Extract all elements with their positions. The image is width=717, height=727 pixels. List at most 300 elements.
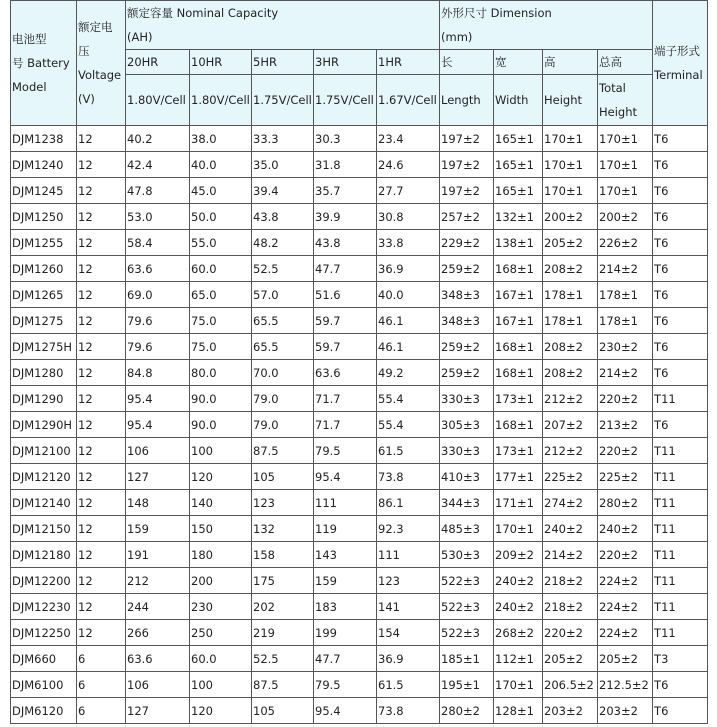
- cell-height: 200±2: [543, 204, 598, 230]
- cell-cap-1hr: 73.8: [377, 464, 440, 490]
- cell-cap-5hr: 105: [252, 698, 314, 724]
- cell-cap-1hr: 141: [377, 594, 440, 620]
- cell-total-height: 170±1: [598, 126, 653, 152]
- cell-length: 197±2: [440, 178, 494, 204]
- cell-cap-10hr: 75.0: [190, 334, 252, 360]
- cell-terminal: T6: [653, 152, 708, 178]
- cell-width: 170±1: [494, 672, 543, 698]
- cell-model: DJM6120: [11, 698, 77, 724]
- cell-cap-1hr: 36.9: [377, 256, 440, 282]
- table-row: [11, 490, 708, 516]
- cell-cap-20hr: 127: [126, 698, 190, 724]
- cell-length: 522±3: [440, 594, 494, 620]
- cell-total-height: 226±2: [598, 230, 653, 256]
- cell-voltage: 12: [77, 360, 126, 386]
- header-line: Width: [495, 93, 529, 107]
- table-row: [11, 386, 708, 412]
- cell-width: 168±1: [494, 334, 543, 360]
- cell-cap-10hr: 65.0: [190, 282, 252, 308]
- cell-cap-20hr: 127: [126, 464, 190, 490]
- header-line: 电池型: [12, 32, 47, 46]
- cell-cap-3hr: 183: [314, 594, 377, 620]
- cell-cap-1hr: 33.8: [377, 230, 440, 256]
- cell-cap-20hr: 40.2: [126, 126, 190, 152]
- cell-length: 259±2: [440, 334, 494, 360]
- cell-terminal: T11: [653, 542, 708, 568]
- cell-voltage: 12: [77, 152, 126, 178]
- header-line: 压: [78, 44, 90, 58]
- cell-length: 330±3: [440, 438, 494, 464]
- cell-width: 112±1: [494, 646, 543, 672]
- cell-terminal: T11: [653, 386, 708, 412]
- cell-cap-10hr: 45.0: [190, 178, 252, 204]
- cell-length: 185±1: [440, 646, 494, 672]
- cell-voltage: 12: [77, 308, 126, 334]
- table-row: [11, 438, 708, 464]
- cell-total-height: 224±2: [598, 594, 653, 620]
- cell-width: 168±1: [494, 256, 543, 282]
- cell-length: 344±3: [440, 490, 494, 516]
- header-line: Height: [544, 93, 583, 107]
- cell-voltage: 12: [77, 464, 126, 490]
- cell-cap-20hr: 95.4: [126, 386, 190, 412]
- header-line: (AH): [127, 30, 153, 44]
- cell-cap-20hr: 79.6: [126, 308, 190, 334]
- cell-cap-20hr: 69.0: [126, 282, 190, 308]
- cell-cap-5hr: 219: [252, 620, 314, 646]
- cell-total-height: 224±2: [598, 568, 653, 594]
- cell-cap-3hr: 71.7: [314, 412, 377, 438]
- table-body: [11, 126, 708, 724]
- cell-model: DJM1240: [11, 152, 77, 178]
- cell-voltage: 12: [77, 126, 126, 152]
- cell-cap-3hr: 95.4: [314, 464, 377, 490]
- cell-width: 177±1: [494, 464, 543, 490]
- cell-cap-3hr: 159: [314, 568, 377, 594]
- header-line: Total: [599, 81, 626, 95]
- cell-width: 165±1: [494, 152, 543, 178]
- cell-cap-1hr: 73.8: [377, 698, 440, 724]
- cell-cap-20hr: 63.6: [126, 646, 190, 672]
- table-row: [11, 360, 708, 386]
- cell-terminal: T6: [653, 308, 708, 334]
- cell-width: 138±1: [494, 230, 543, 256]
- cell-terminal: T11: [653, 438, 708, 464]
- cell-voltage: 12: [77, 386, 126, 412]
- cell-terminal: T6: [653, 256, 708, 282]
- cell-width: 168±1: [494, 412, 543, 438]
- dimension-en-header: [598, 75, 653, 126]
- cell-terminal: T11: [653, 516, 708, 542]
- cell-voltage: 12: [77, 490, 126, 516]
- cell-cap-1hr: 92.3: [377, 516, 440, 542]
- cell-length: 197±2: [440, 152, 494, 178]
- cell-length: 485±3: [440, 516, 494, 542]
- cell-cap-1hr: 46.1: [377, 308, 440, 334]
- cell-cap-3hr: 59.7: [314, 334, 377, 360]
- cell-cap-3hr: 79.5: [314, 672, 377, 698]
- cell-height: 178±1: [543, 308, 598, 334]
- cell-length: 348±3: [440, 282, 494, 308]
- table-row: [11, 594, 708, 620]
- cell-cap-10hr: 180: [190, 542, 252, 568]
- header-line: 端子形式: [654, 44, 701, 58]
- header-line: 外形尺寸 Dimension: [441, 6, 552, 20]
- table-row: [11, 282, 708, 308]
- voltage-header: [77, 1, 126, 126]
- header-line: 号 Battery: [12, 56, 70, 70]
- header-line: 额定电: [78, 20, 113, 34]
- cell-model: DJM1255: [11, 230, 77, 256]
- cell-model: DJM12150: [11, 516, 77, 542]
- cell-cap-10hr: 90.0: [190, 412, 252, 438]
- table-row: [11, 568, 708, 594]
- dimension-group-header: [440, 1, 653, 50]
- cell-width: 170±1: [494, 516, 543, 542]
- cell-height: 170±1: [543, 152, 598, 178]
- cell-cap-10hr: 50.0: [190, 204, 252, 230]
- cell-cap-5hr: 39.4: [252, 178, 314, 204]
- cell-cap-5hr: 52.5: [252, 256, 314, 282]
- cell-cap-3hr: 199: [314, 620, 377, 646]
- cell-cap-1hr: 27.7: [377, 178, 440, 204]
- cell-terminal: T6: [653, 204, 708, 230]
- cell-total-height: 280±2: [598, 490, 653, 516]
- cell-cap-10hr: 40.0: [190, 152, 252, 178]
- cell-width: 240±2: [494, 568, 543, 594]
- cell-cap-1hr: 154: [377, 620, 440, 646]
- cell-voltage: 12: [77, 568, 126, 594]
- cell-voltage: 6: [77, 646, 126, 672]
- header-line: (V): [78, 92, 95, 106]
- cell-model: DJM1290: [11, 386, 77, 412]
- cell-height: 212±2: [543, 386, 598, 412]
- cell-total-height: 224±2: [598, 620, 653, 646]
- cell-cap-1hr: 36.9: [377, 646, 440, 672]
- cell-cap-5hr: 123: [252, 490, 314, 516]
- cell-cap-5hr: 132: [252, 516, 314, 542]
- cell-cap-5hr: 158: [252, 542, 314, 568]
- cell-height: 225±2: [543, 464, 598, 490]
- cell-cap-3hr: 71.7: [314, 386, 377, 412]
- cell-width: 167±1: [494, 308, 543, 334]
- cell-voltage: 12: [77, 542, 126, 568]
- cell-cap-10hr: 250: [190, 620, 252, 646]
- cell-model: DJM12230: [11, 594, 77, 620]
- cell-width: 165±1: [494, 178, 543, 204]
- table-row: [11, 126, 708, 152]
- cell-terminal: T11: [653, 620, 708, 646]
- cell-model: DJM12200: [11, 568, 77, 594]
- cell-cap-5hr: 43.8: [252, 204, 314, 230]
- cell-height: 206.5±2: [543, 672, 598, 698]
- cell-voltage: 12: [77, 204, 126, 230]
- cell-terminal: T6: [653, 698, 708, 724]
- cell-cap-3hr: 43.8: [314, 230, 377, 256]
- cell-cap-20hr: 266: [126, 620, 190, 646]
- cell-cap-5hr: 175: [252, 568, 314, 594]
- cell-terminal: T11: [653, 490, 708, 516]
- cell-terminal: T6: [653, 412, 708, 438]
- cell-cap-1hr: 46.1: [377, 334, 440, 360]
- cell-voltage: 6: [77, 672, 126, 698]
- header-line: Height: [599, 105, 638, 119]
- dimension-cn-header: 长: [440, 50, 494, 75]
- cell-cap-5hr: 202: [252, 594, 314, 620]
- cell-length: 522±3: [440, 568, 494, 594]
- cell-cap-1hr: 55.4: [377, 412, 440, 438]
- table-row: [11, 516, 708, 542]
- cell-cap-10hr: 38.0: [190, 126, 252, 152]
- rate-header: 20HR: [126, 50, 190, 75]
- header-line: Length: [441, 93, 481, 107]
- cell-voltage: 12: [77, 620, 126, 646]
- cell-total-height: 203±2: [598, 698, 653, 724]
- cutoff-voltage-header: 1.80V/Cell: [190, 75, 252, 126]
- cell-cap-3hr: 47.7: [314, 256, 377, 282]
- cell-cap-10hr: 150: [190, 516, 252, 542]
- cell-width: 268±2: [494, 620, 543, 646]
- cell-voltage: 6: [77, 698, 126, 724]
- cell-total-height: 214±2: [598, 360, 653, 386]
- cell-model: DJM12250: [11, 620, 77, 646]
- table-row: [11, 698, 708, 724]
- cell-cap-20hr: 95.4: [126, 412, 190, 438]
- cell-cap-3hr: 47.7: [314, 646, 377, 672]
- cell-cap-3hr: 111: [314, 490, 377, 516]
- cell-terminal: T6: [653, 672, 708, 698]
- table-row: [11, 178, 708, 204]
- cell-cap-1hr: 61.5: [377, 438, 440, 464]
- cell-cap-3hr: 51.6: [314, 282, 377, 308]
- dimension-cn-header: 高: [543, 50, 598, 75]
- cell-cap-1hr: 23.4: [377, 126, 440, 152]
- cell-total-height: 220±2: [598, 542, 653, 568]
- cell-terminal: T6: [653, 178, 708, 204]
- cell-height: 274±2: [543, 490, 598, 516]
- cell-cap-5hr: 52.5: [252, 646, 314, 672]
- cell-cap-1hr: 86.1: [377, 490, 440, 516]
- cutoff-voltage-header: 1.80V/Cell: [126, 75, 190, 126]
- cell-total-height: 225±2: [598, 464, 653, 490]
- cell-cap-3hr: 143: [314, 542, 377, 568]
- cell-cap-10hr: 100: [190, 438, 252, 464]
- cell-terminal: T6: [653, 282, 708, 308]
- cell-cap-20hr: 58.4: [126, 230, 190, 256]
- header-line: Voltage: [78, 68, 122, 82]
- cell-cap-1hr: 55.4: [377, 386, 440, 412]
- cell-height: 178±1: [543, 282, 598, 308]
- cell-height: 203±2: [543, 698, 598, 724]
- cell-cap-10hr: 60.0: [190, 646, 252, 672]
- cell-length: 259±2: [440, 256, 494, 282]
- cell-cap-10hr: 60.0: [190, 256, 252, 282]
- cell-length: 229±2: [440, 230, 494, 256]
- cell-voltage: 12: [77, 334, 126, 360]
- cell-total-height: 170±1: [598, 178, 653, 204]
- cell-cap-10hr: 200: [190, 568, 252, 594]
- cell-cap-5hr: 79.0: [252, 386, 314, 412]
- cell-cap-3hr: 35.7: [314, 178, 377, 204]
- capacity-group-header: [126, 1, 440, 50]
- cell-terminal: T6: [653, 230, 708, 256]
- cell-width: 209±2: [494, 542, 543, 568]
- cell-terminal: T6: [653, 360, 708, 386]
- table-row: [11, 672, 708, 698]
- cell-cap-1hr: 40.0: [377, 282, 440, 308]
- header-line: 额定容量 Nominal Capacity: [127, 6, 279, 20]
- cell-length: 280±2: [440, 698, 494, 724]
- cell-voltage: 12: [77, 594, 126, 620]
- cell-total-height: 240±2: [598, 516, 653, 542]
- cell-cap-20hr: 212: [126, 568, 190, 594]
- cell-cap-3hr: 30.3: [314, 126, 377, 152]
- cell-height: 170±1: [543, 126, 598, 152]
- cell-model: DJM1280: [11, 360, 77, 386]
- cell-cap-5hr: 105: [252, 464, 314, 490]
- cell-length: 195±1: [440, 672, 494, 698]
- cell-height: 214±2: [543, 542, 598, 568]
- cell-total-height: 214±2: [598, 256, 653, 282]
- cell-voltage: 12: [77, 412, 126, 438]
- cell-cap-10hr: 55.0: [190, 230, 252, 256]
- cell-height: 208±2: [543, 334, 598, 360]
- cell-voltage: 12: [77, 256, 126, 282]
- cell-length: 259±2: [440, 360, 494, 386]
- cell-height: 240±2: [543, 516, 598, 542]
- cell-total-height: 200±2: [598, 204, 653, 230]
- cell-cap-20hr: 148: [126, 490, 190, 516]
- model-header: [11, 1, 77, 126]
- cell-model: DJM1275H: [11, 334, 77, 360]
- cell-height: 212±2: [543, 438, 598, 464]
- cell-cap-10hr: 100: [190, 672, 252, 698]
- header-line: Terminal: [654, 68, 703, 82]
- table-row: [11, 256, 708, 282]
- cell-cap-3hr: 119: [314, 516, 377, 542]
- cutoff-voltage-header: 1.75V/Cell: [314, 75, 377, 126]
- cell-terminal: T6: [653, 334, 708, 360]
- cell-model: DJM1275: [11, 308, 77, 334]
- table-row: [11, 542, 708, 568]
- cell-length: 197±2: [440, 126, 494, 152]
- cell-height: 208±2: [543, 256, 598, 282]
- rate-header: 3HR: [314, 50, 377, 75]
- cell-terminal: T11: [653, 568, 708, 594]
- cell-length: 530±3: [440, 542, 494, 568]
- cell-model: DJM12100: [11, 438, 77, 464]
- cell-cap-10hr: 90.0: [190, 386, 252, 412]
- cell-cap-1hr: 111: [377, 542, 440, 568]
- cell-width: 240±2: [494, 594, 543, 620]
- cell-total-height: 178±1: [598, 282, 653, 308]
- cell-total-height: 170±1: [598, 152, 653, 178]
- cell-cap-10hr: 75.0: [190, 308, 252, 334]
- cell-length: 410±3: [440, 464, 494, 490]
- cell-cap-20hr: 191: [126, 542, 190, 568]
- terminal-header: [653, 1, 708, 126]
- cell-width: 128±1: [494, 698, 543, 724]
- cell-width: 167±1: [494, 282, 543, 308]
- cell-width: 132±1: [494, 204, 543, 230]
- cell-cap-5hr: 79.0: [252, 412, 314, 438]
- cell-length: 330±3: [440, 386, 494, 412]
- rate-header: 10HR: [190, 50, 252, 75]
- cell-total-height: 212.5±2: [598, 672, 653, 698]
- cell-cap-5hr: 87.5: [252, 672, 314, 698]
- cell-model: DJM1260: [11, 256, 77, 282]
- cell-cap-5hr: 65.5: [252, 334, 314, 360]
- cell-cap-1hr: 30.8: [377, 204, 440, 230]
- cell-voltage: 12: [77, 282, 126, 308]
- header-line: Model: [12, 80, 47, 94]
- cell-cap-3hr: 39.9: [314, 204, 377, 230]
- cell-cap-1hr: 123: [377, 568, 440, 594]
- cell-voltage: 12: [77, 516, 126, 542]
- cell-cap-20hr: 53.0: [126, 204, 190, 230]
- cell-cap-5hr: 48.2: [252, 230, 314, 256]
- cell-height: 218±2: [543, 568, 598, 594]
- cell-cap-3hr: 95.4: [314, 698, 377, 724]
- cell-cap-3hr: 59.7: [314, 308, 377, 334]
- cell-length: 348±3: [440, 308, 494, 334]
- cell-cap-3hr: 63.6: [314, 360, 377, 386]
- dimension-en-header: [440, 75, 494, 126]
- cell-model: DJM660: [11, 646, 77, 672]
- cell-height: 218±2: [543, 594, 598, 620]
- cell-model: DJM12140: [11, 490, 77, 516]
- cell-model: DJM1265: [11, 282, 77, 308]
- cell-voltage: 12: [77, 230, 126, 256]
- cell-cap-10hr: 140: [190, 490, 252, 516]
- table-row: [11, 204, 708, 230]
- cell-cap-1hr: 61.5: [377, 672, 440, 698]
- table-row: [11, 620, 708, 646]
- cell-width: 173±1: [494, 438, 543, 464]
- cell-model: DJM1238: [11, 126, 77, 152]
- cell-cap-20hr: 106: [126, 672, 190, 698]
- cell-width: 168±1: [494, 360, 543, 386]
- table-row: [11, 230, 708, 256]
- dimension-cn-header: 宽: [494, 50, 543, 75]
- table-header: [11, 1, 708, 126]
- cell-cap-10hr: 120: [190, 464, 252, 490]
- cell-height: 205±2: [543, 646, 598, 672]
- table-row: [11, 334, 708, 360]
- cell-terminal: T11: [653, 464, 708, 490]
- cell-voltage: 12: [77, 178, 126, 204]
- cutoff-voltage-header: 1.67V/Cell: [377, 75, 440, 126]
- dimension-en-header: [494, 75, 543, 126]
- cell-terminal: T6: [653, 126, 708, 152]
- dimension-cn-header: 总高: [598, 50, 653, 75]
- cell-cap-1hr: 49.2: [377, 360, 440, 386]
- cell-width: 171±1: [494, 490, 543, 516]
- cell-cap-20hr: 106: [126, 438, 190, 464]
- cell-cap-5hr: 35.0: [252, 152, 314, 178]
- cell-model: DJM1250: [11, 204, 77, 230]
- battery-spec-table: [10, 0, 708, 724]
- cell-cap-3hr: 31.8: [314, 152, 377, 178]
- cell-cap-3hr: 79.5: [314, 438, 377, 464]
- cell-model: DJM1290H: [11, 412, 77, 438]
- cell-cap-20hr: 79.6: [126, 334, 190, 360]
- cell-cap-5hr: 57.0: [252, 282, 314, 308]
- cell-cap-10hr: 80.0: [190, 360, 252, 386]
- cell-total-height: 213±2: [598, 412, 653, 438]
- header-row-groups: [11, 1, 708, 50]
- rate-header: 1HR: [377, 50, 440, 75]
